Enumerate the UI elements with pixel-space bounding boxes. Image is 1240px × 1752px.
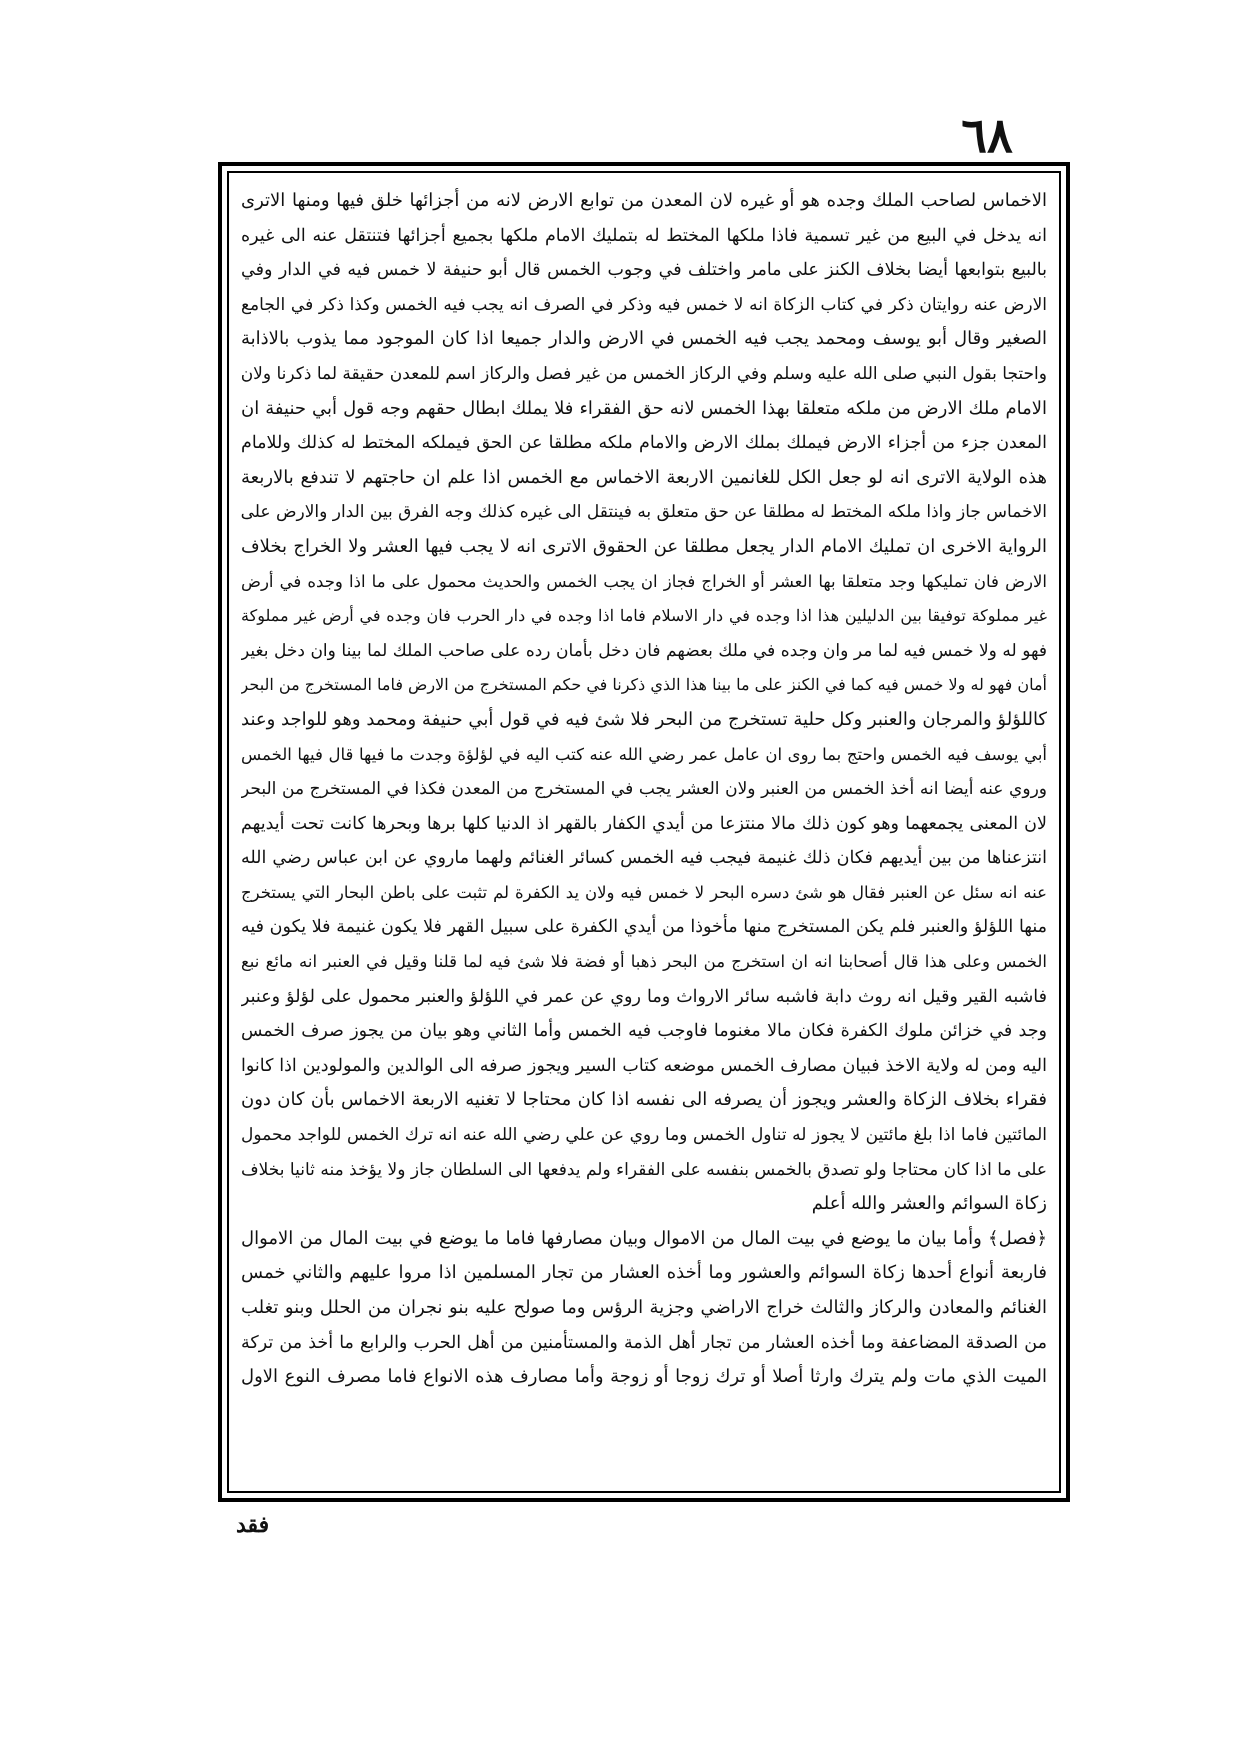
text-line: الاخماس جاز واذا ملكه المختط له مطلقا عن حق متعلق به فينتقل الى غيره كذلك وجه الفرق بين الدار والارض على (241, 502, 1047, 523)
text-line: واحتجا بقول النبي صلى الله عليه وسلم وفي الركاز الخمس من غير فصل والركاز اسم للمعدن حقيقة لما ذكرنا ولان (241, 363, 1047, 384)
text-line: الارض عنه روايتان ذكر في كتاب الزكاة انه لا خمس فيه وذكر في الصرف انه يجب فيه الخمس وكذا ذكر في الجامع (241, 294, 1047, 315)
text-line: وروي عنه أيضا انه أخذ الخمس من العنبر ولان العشر يجب في المستخرج من المعدن فكذا في المستخرج من البحر (241, 779, 1047, 800)
page-number: ٦٨ (961, 108, 1013, 164)
text-line: انتزعناها من بين أيديهم فكان ذلك غنيمة فيجب فيه الخمس كسائر الغنائم ولهما ماروي عن ابن عباس رضي الله (241, 848, 1047, 869)
text-line: فهو له ولا خمس فيه لما مر وان وجده في ملك بعضهم فان دخل بأمان رده على صاحب الملك لما بينا وان دخل بغير (241, 640, 1047, 661)
text-line: الميت الذي مات ولم يترك وارثا أصلا أو ترك زوجا أو زوجة وأما مصارف هذه الانواع فاما مصرف النوع الاول (241, 1366, 1047, 1388)
text-line: كاللؤلؤ والمرجان والعنبر وكل حلية تستخرج من البحر فلا شئ فيه في قول أبي حنيفة ومحمد وهو للواجد وعند (241, 708, 1047, 730)
text-line: هذه الولاية الاترى انه لو جعل الكل للغانمين الاربعة الاخماس مع الخمس اذا علم ان حاجتهم لا تندفع بالاربعة (241, 466, 1047, 488)
text-line: وجد في خزائن ملوك الكفرة فكان مالا مغنوما فاوجب فيه الخمس وأما الثاني وهو بيان من يجوز صرف الخمس (241, 1021, 1047, 1042)
text-line: انه يدخل في البيع من غير تسمية فاذا ملكها المختط له بتمليك الامام ملكها بجميع أجزائها فتنتقل عنه الى غيره (241, 225, 1047, 246)
text-line: المائتين فاما اذا بلغ مائتين لا يجوز له تناول الخمس وما روي عن علي رضي الله عنه انه ترك الخمس للواجد محمول (241, 1125, 1047, 1146)
text-line: زكاة السوائم والعشر والله أعلم (811, 1193, 1047, 1215)
text-line: منها اللؤلؤ والعنبر فلم يكن المستخرج منها مأخوذا من أيدي الكفرة على سبيل القهر فلا يكون غنيمة فلا يكون فيه (241, 917, 1047, 938)
text-block (227, 171, 1061, 1493)
text-line: عنه انه سئل عن العنبر فقال هو شئ دسره البحر لا خمس فيه ولان يد الكفرة لم تثبت على باطن البحار التي يستخرج (241, 882, 1047, 902)
text-line: الخمس وعلى هذا قال أصحابنا انه ان استخرج من البحر ذهبا أو فضة فلا شئ فيه لما قلنا وقيل في العنبر انه مائع نبع (241, 952, 1047, 972)
text-line: المعدن جزء من أجزاء الارض فيملك بملك الارض والامام ملكه مطلقا عن الحق فيملكه المختط له كذلك وللامام (241, 433, 1047, 454)
text-line: لان المعنى يجمعهما وهو كون ذلك مالا منتزعا من أيدي الكفار بالقهر اذ الدنيا كلها برها وبحرها كانت تحت أيديهم (241, 813, 1047, 834)
text-line: ﴿فصل﴾ وأما بيان ما يوضع في بيت المال من الاموال وبيان مصارفها فاما ما يوضع في بيت المال من الاموال (241, 1227, 1047, 1249)
text-line: الاخماس لصاحب الملك وجده هو أو غيره لان المعدن من توابع الارض لانه من أجزائها خلق فيها ومنها الاترى (241, 190, 1047, 211)
text-line: بالبيع بتوابعها أيضا بخلاف الكنز على مامر واختلف في وجوب الخمس قال أبو حنيفة لا خمس فيه في الدار وفي (241, 260, 1047, 281)
text-line: الامام ملك الارض من ملكه متعلقا بهذا الخمس لانه حق الفقراء فلا يملك ابطال حقهم وجه قول أبي حنيفة ان (241, 397, 1047, 419)
text-line: فاربعة أنواع أحدها زكاة السوائم والعشور وما أخذه العشار من تجار المسلمين اذا مروا عليهم والثاني خمس (241, 1262, 1047, 1284)
text-line: اليه ومن له ولاية الاخذ فبيان مصارف الخمس موضعه كتاب السير ويجوز صرفه الى الوالدين والمولودين اذا كانوا (241, 1055, 1047, 1076)
text-line: فقراء بخلاف الزكاة والعشر ويجوز أن يصرفه الى نفسه اذا كان محتاجا لا تغنيه الاربعة الاخماس بأن كان دون (241, 1089, 1047, 1111)
text-line: أبي يوسف فيه الخمس واحتج بما روى ان عامل عمر رضي الله عنه كتب اليه في لؤلؤة وجدت ما فيها قال فيها الخمس (241, 744, 1047, 764)
text-line: الغنائم والمعادن والركاز والثالث خراج الاراضي وجزية الرؤس وما صولح عليه بنو نجران من الحلل وبنو تغلب (241, 1297, 1047, 1318)
text-line: الارض فان تمليكها وجد متعلقا بها العشر أو الخراج فجاز ان يجب الخمس والحديث محمول على ما اذا وجده في أرض (241, 571, 1047, 591)
text-line: فاشبه القير وقيل انه روث دابة فاشبه سائر الارواث وما روي عن عمر في اللؤلؤ والعنبر محمول على لؤلؤ وعنبر (241, 986, 1047, 1007)
catchword: فقد (236, 1512, 270, 1538)
text-line: من الصدقة المضاعفة وما أخذه العشار من تجار أهل الذمة والمستأمنين من أهل الحرب والرابع ما أخذ من تركة (241, 1332, 1047, 1353)
text-line: الصغير وقال أبو يوسف ومحمد يجب فيه الخمس في الارض والدار جميعا اذا كان الموجود مما يذوب بالاذابة (241, 328, 1047, 350)
text-line: أمان فهو له ولا خمس فيه كما في الكنز على ما بينا هذا الذي ذكرنا في حكم المستخرج من الارض فاما المستخرج من البحر (241, 675, 1047, 695)
text-line: على ما اذا كان محتاجا ولو تصدق بالخمس بنفسه على الفقراء ولم يدفعها الى السلطان جاز ولا يؤخذ منه ثانيا بخلاف (241, 1159, 1047, 1180)
text-line: الرواية الاخرى ان تمليك الامام الدار يجعل مطلقا عن الحقوق الاترى انه لا يجب فيها العشر ولا الخراج بخلاف (241, 535, 1047, 557)
text-line: غير مملوكة توفيقا بين الدليلين هذا اذا وجده في دار الاسلام فاما اذا وجده في دار الحرب فان وجده في أرض غير مملوكة (241, 606, 1047, 626)
